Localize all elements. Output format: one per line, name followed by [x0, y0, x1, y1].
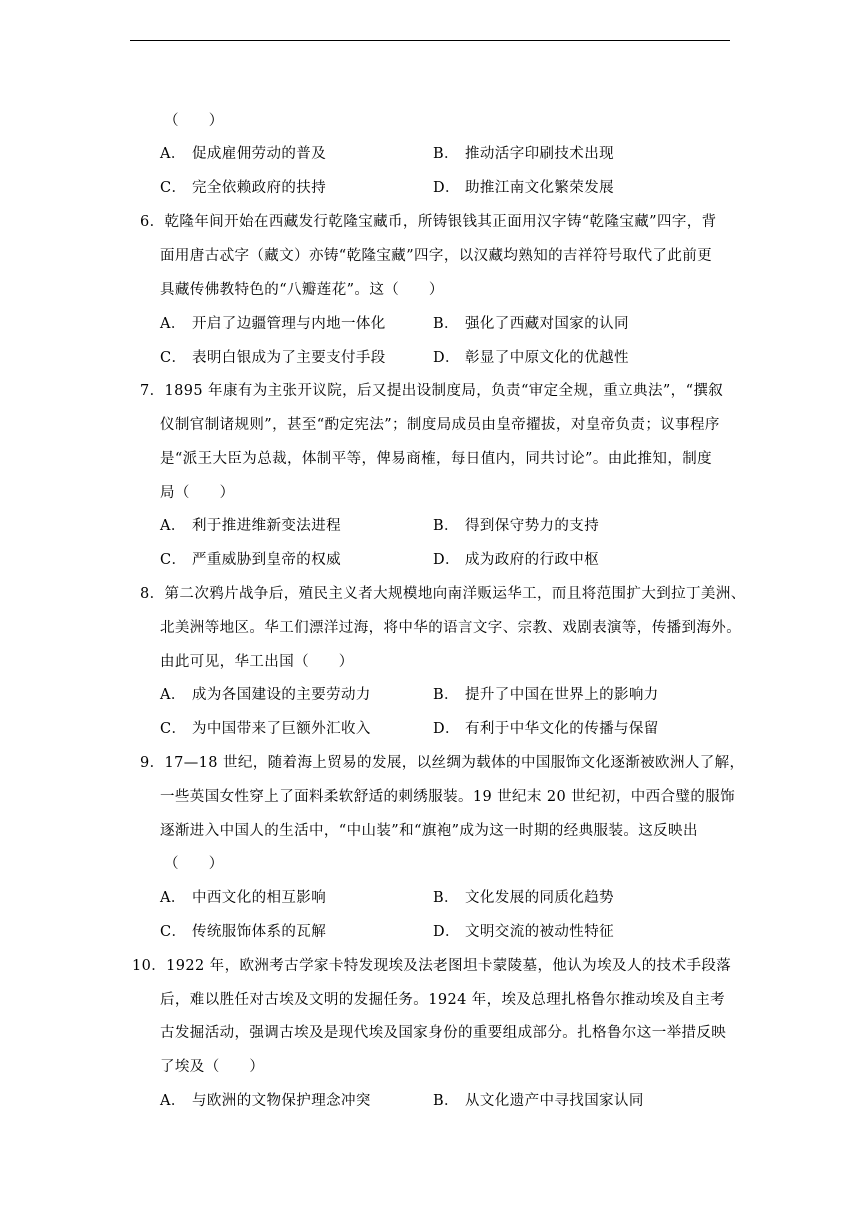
q7-option-d[interactable]: D． 成为政府的行政中枢: [433, 552, 600, 568]
q8-number: 8．: [140, 586, 165, 602]
q7-number: 7．: [140, 383, 165, 399]
q7-option-a[interactable]: A． 利于推进维新变法进程: [160, 518, 341, 534]
q6-stem-line-1: 6．乾隆年间开始在西藏发行乾隆宝藏币，所铸银钱其正面用汉字铸“乾隆宝藏”四字，背: [140, 211, 717, 233]
q6-stem-line-2: 面用唐古忒字（藏文）亦铸“乾隆宝藏”四字，以汉藏均熟知的吉祥符号取代了此前更: [160, 248, 713, 264]
q8-option-c[interactable]: C． 为中国带来了巨额外汇收入: [160, 721, 371, 737]
q6-option-a[interactable]: A． 开启了边疆管理与内地一体化: [160, 316, 386, 332]
q5-option-d[interactable]: D． 助推江南文化繁荣发展: [433, 180, 614, 196]
q8-option-d[interactable]: D． 有利于中华文化的传播与保留: [433, 721, 659, 737]
q6-stem-line-3: 具藏传佛教特色的“八瓣莲花”。这（ ）: [160, 282, 444, 298]
q5-option-a[interactable]: A． 促成雇佣劳动的普及: [160, 146, 327, 162]
q10-stem-line-2: 后，难以胜任对古埃及文明的发掘任务。1924 年，埃及总理扎格鲁尔推动埃及自主考: [160, 992, 726, 1008]
q7-stem-line-2: 仪制官制诸规则”，甚至“酌定宪法”；制度局成员由皇帝擢拔，对皇帝负责；议事程序: [160, 417, 720, 433]
q9-option-b[interactable]: B． 文化发展的同质化趋势: [433, 890, 614, 906]
q10-option-b[interactable]: B． 从文化遗产中寻找国家认同: [433, 1093, 644, 1109]
q9-option-c[interactable]: C． 传统服饰体系的瓦解: [160, 924, 327, 940]
q8-option-a[interactable]: A． 成为各国建设的主要劳动力: [160, 687, 371, 703]
q6-option-c[interactable]: C． 表明白银成为了主要支付手段: [160, 350, 386, 366]
q5-option-c[interactable]: C． 完全依赖政府的扶持: [160, 180, 327, 196]
q10-stem-line-4: 了埃及（ ）: [160, 1059, 265, 1075]
q9-option-d[interactable]: D． 文明交流的被动性特征: [433, 924, 614, 940]
q9-stem-line-1: 9．17—18 世纪，随着海上贸易的发展，以丝绸为载体的中国服饰文化逐渐被欧洲人了解，: [140, 752, 744, 774]
q8-option-b[interactable]: B． 提升了中国在世界上的影响力: [433, 687, 659, 703]
q7-stem-line-4: 局（ ）: [160, 485, 235, 501]
q9-number: 9．: [140, 755, 165, 771]
q10-stem-line-1: 10．1922 年，欧洲考古学家卡特发现埃及法老图坦卡蒙陵墓，他认为埃及人的技术手段落: [132, 955, 731, 977]
q8-stem-line-1: 8．第二次鸦片战争后，殖民主义者大规模地向南洋贩运华工，而且将范围扩大到拉丁美洲、: [140, 583, 746, 605]
q6-option-d[interactable]: D． 彰显了中原文化的优越性: [433, 350, 629, 366]
q7-option-c[interactable]: C． 严重威胁到皇帝的权威: [160, 552, 341, 568]
q8-stem-line-3: 由此可见，华工出国（ ）: [160, 654, 354, 670]
q5-option-b[interactable]: B． 推动活字印刷技术出现: [433, 146, 614, 162]
q10-stem-line-3: 古发掘活动，强调古埃及是现代埃及国家身份的重要组成部分。扎格鲁尔这一举措反映: [160, 1025, 727, 1041]
q5-stem-tail: （ ）: [164, 113, 224, 129]
q7-option-b[interactable]: B． 得到保守势力的支持: [433, 518, 600, 534]
header-rule: [130, 40, 730, 41]
q9-stem-line-4: （ ）: [164, 856, 224, 872]
q6-option-b[interactable]: B． 强化了西藏对国家的认同: [433, 316, 629, 332]
q10-number: 10．: [132, 958, 167, 974]
q9-stem-line-3: 逐渐进入中国人的生活中，“中山装”和“旗袍”成为这一时期的经典服装。这反映出: [160, 823, 698, 839]
q10-option-a[interactable]: A． 与欧洲的文物保护理念冲突: [160, 1093, 371, 1109]
q6-number: 6．: [140, 214, 165, 230]
q7-stem-line-3: 是“派王大臣为总裁，体制平等，俾易商榷，每日值内，同共讨论”。由此推知，制度: [160, 451, 713, 467]
q9-stem-line-2: 一些英国女性穿上了面料柔软舒适的刺绣服装。19 世纪末 20 世纪初，中西合璧的服饰: [160, 789, 736, 805]
q7-stem-line-1: 7．1895 年康有为主张开议院，后又提出设制度局，负责“审定全规，重立典法”，“撰叙: [140, 380, 723, 402]
q9-option-a[interactable]: A． 中西文化的相互影响: [160, 890, 327, 906]
q8-stem-line-2: 北美洲等地区。华工们漂洋过海，将中华的语言文字、宗教、戏剧表演等，传播到海外。: [160, 620, 742, 636]
